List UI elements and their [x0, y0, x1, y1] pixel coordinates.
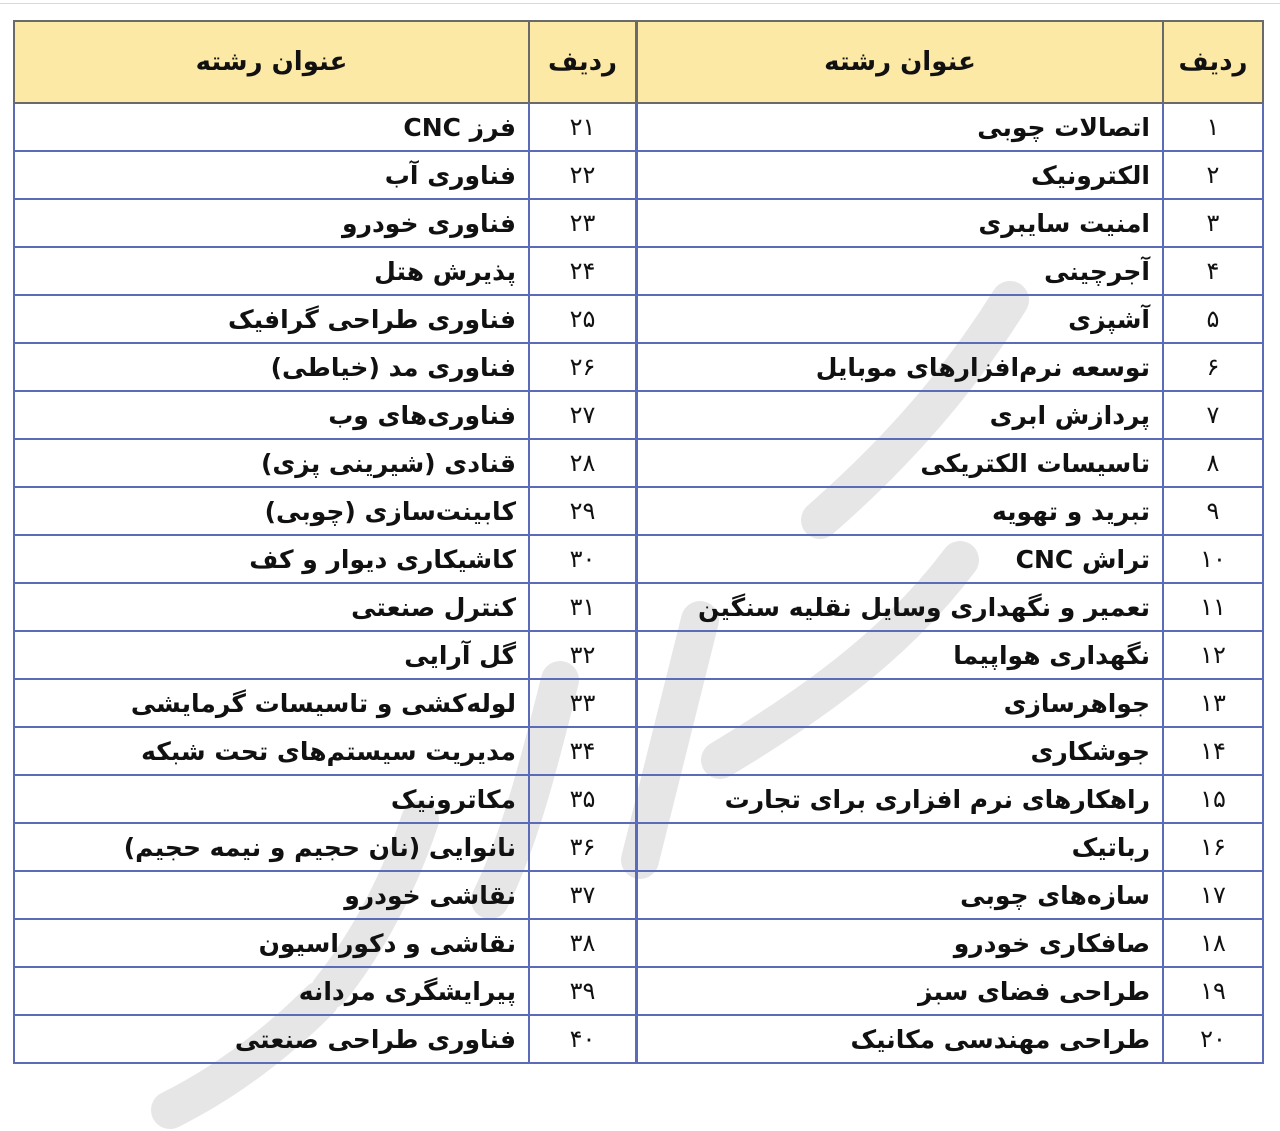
course-title: صافکاری خودرو — [637, 919, 1163, 967]
table-row — [14, 967, 636, 1015]
row-number: ۱۵ — [1163, 775, 1263, 823]
course-title: جوشکاری — [637, 727, 1163, 775]
row-number: ۳۱ — [529, 583, 636, 631]
row-number: ۲۵ — [529, 295, 636, 343]
table-row — [14, 919, 636, 967]
row-number: ۲۸ — [529, 439, 636, 487]
table-row — [14, 631, 636, 679]
row-number: ۲۴ — [529, 247, 636, 295]
row-number: ۳۴ — [529, 727, 636, 775]
course-title: آجرچینی — [637, 247, 1163, 295]
course-title: کاشیکاری دیوار و کف — [14, 535, 529, 583]
row-number: ۱ — [1163, 103, 1263, 151]
table-row — [14, 391, 636, 439]
row-number: ۱۷ — [1163, 871, 1263, 919]
row-number: ۱۳ — [1163, 679, 1263, 727]
course-title: فناوری مد (خیاطی) — [14, 343, 529, 391]
row-number: ۳۹ — [529, 967, 636, 1015]
table-row — [14, 535, 636, 583]
course-title: راهکارهای نرم افزاری برای تجارت — [637, 775, 1163, 823]
table-row — [637, 919, 1263, 967]
row-number: ۲۶ — [529, 343, 636, 391]
table-row — [14, 583, 636, 631]
course-title: فناوری خودرو — [14, 199, 529, 247]
row-number: ۲۳ — [529, 199, 636, 247]
row-number: ۲۹ — [529, 487, 636, 535]
row-number: ۵ — [1163, 295, 1263, 343]
table-row — [637, 967, 1263, 1015]
row-number: ۳۵ — [529, 775, 636, 823]
course-title: امنیت سایبری — [637, 199, 1163, 247]
row-number: ۷ — [1163, 391, 1263, 439]
courses-table-21-40 — [13, 20, 637, 1064]
table-row — [637, 775, 1263, 823]
course-title: جواهرسازی — [637, 679, 1163, 727]
table-row — [637, 583, 1263, 631]
row-number: ۴ — [1163, 247, 1263, 295]
courses-table-1-20 — [636, 20, 1264, 1064]
table-row — [14, 199, 636, 247]
table-row — [637, 631, 1263, 679]
course-title: فناوری طراحی صنعتی — [14, 1015, 529, 1063]
table-row — [14, 151, 636, 199]
header-title: عنوان رشته — [637, 21, 1163, 103]
course-title: کابینت‌سازی (چوبی) — [14, 487, 529, 535]
course-title: تراش CNC — [637, 535, 1163, 583]
course-title: پیرایشگری مردانه — [14, 967, 529, 1015]
row-number: ۱۹ — [1163, 967, 1263, 1015]
table-row — [637, 535, 1263, 583]
course-title: تبرید و تهویه — [637, 487, 1163, 535]
course-title: تاسیسات الکتریکی — [637, 439, 1163, 487]
table-row — [637, 391, 1263, 439]
course-title: رباتیک — [637, 823, 1163, 871]
row-number: ۲۰ — [1163, 1015, 1263, 1063]
table-row — [637, 151, 1263, 199]
row-number: ۱۰ — [1163, 535, 1263, 583]
course-title: نقاشی خودرو — [14, 871, 529, 919]
course-title: نگهداری هواپیما — [637, 631, 1163, 679]
table-row — [14, 247, 636, 295]
table-row — [14, 1015, 636, 1063]
row-number: ۲۱ — [529, 103, 636, 151]
row-number: ۳۲ — [529, 631, 636, 679]
header-row — [637, 21, 1263, 103]
row-number: ۱۱ — [1163, 583, 1263, 631]
table-row — [637, 487, 1263, 535]
course-title: فناوری طراحی گرافیک — [14, 295, 529, 343]
header-row — [14, 21, 636, 103]
table-row — [14, 103, 636, 151]
row-number: ۳۷ — [529, 871, 636, 919]
course-title: سازه‌های چوبی — [637, 871, 1163, 919]
table-row — [637, 295, 1263, 343]
course-title: اتصالات چوبی — [637, 103, 1163, 151]
table-row — [14, 823, 636, 871]
header-number: ردیف — [1163, 21, 1263, 103]
course-title: پردازش ابری — [637, 391, 1163, 439]
table-row — [637, 199, 1263, 247]
course-title: الکترونیک — [637, 151, 1163, 199]
course-title: نقاشی و دکوراسیون — [14, 919, 529, 967]
row-number: ۳۸ — [529, 919, 636, 967]
row-number: ۶ — [1163, 343, 1263, 391]
table-row — [14, 679, 636, 727]
table-row — [14, 727, 636, 775]
course-title: گل آرایی — [14, 631, 529, 679]
course-title: مدیریت سیستم‌های تحت شبکه — [14, 727, 529, 775]
row-number: ۳ — [1163, 199, 1263, 247]
table-row — [14, 439, 636, 487]
course-title: فرز CNC — [14, 103, 529, 151]
table-row — [637, 343, 1263, 391]
course-title: مکاترونیک — [14, 775, 529, 823]
row-number: ۱۶ — [1163, 823, 1263, 871]
course-title: تعمیر و نگهداری وسایل نقلیه سنگین — [637, 583, 1163, 631]
course-title: توسعه نرم‌افزارهای موبایل — [637, 343, 1163, 391]
course-title: پذیرش هتل — [14, 247, 529, 295]
row-number: ۹ — [1163, 487, 1263, 535]
course-title: نانوایی (نان حجیم و نیمه حجیم) — [14, 823, 529, 871]
table-row — [637, 439, 1263, 487]
header-title: عنوان رشته — [14, 21, 529, 103]
course-title: آشپزی — [637, 295, 1163, 343]
table-row — [14, 343, 636, 391]
row-number: ۲۷ — [529, 391, 636, 439]
table-row — [637, 247, 1263, 295]
table-row — [637, 727, 1263, 775]
courses-tables — [13, 20, 1262, 1110]
table-row — [14, 871, 636, 919]
row-number: ۱۸ — [1163, 919, 1263, 967]
table-row — [14, 487, 636, 535]
course-title: قنادی (شیرینی پزی) — [14, 439, 529, 487]
course-title: فناوری آب — [14, 151, 529, 199]
row-number: ۱۲ — [1163, 631, 1263, 679]
row-number: ۳۳ — [529, 679, 636, 727]
table-row — [637, 679, 1263, 727]
row-number: ۴۰ — [529, 1015, 636, 1063]
course-title: طراحی فضای سبز — [637, 967, 1163, 1015]
course-title: کنترل صنعتی — [14, 583, 529, 631]
row-number: ۲۲ — [529, 151, 636, 199]
table-row — [637, 1015, 1263, 1063]
table-row — [14, 775, 636, 823]
row-number: ۳۶ — [529, 823, 636, 871]
row-number: ۸ — [1163, 439, 1263, 487]
course-title: لوله‌کشی و تاسیسات گرمایشی — [14, 679, 529, 727]
row-number: ۱۴ — [1163, 727, 1263, 775]
header-number: ردیف — [529, 21, 636, 103]
table-row — [637, 871, 1263, 919]
top-divider — [0, 3, 1280, 4]
table-row — [637, 103, 1263, 151]
row-number: ۲ — [1163, 151, 1263, 199]
table-row — [14, 295, 636, 343]
course-title: فناوری‌های وب — [14, 391, 529, 439]
table-row — [637, 823, 1263, 871]
course-title: طراحی مهندسی مکانیک — [637, 1015, 1163, 1063]
row-number: ۳۰ — [529, 535, 636, 583]
